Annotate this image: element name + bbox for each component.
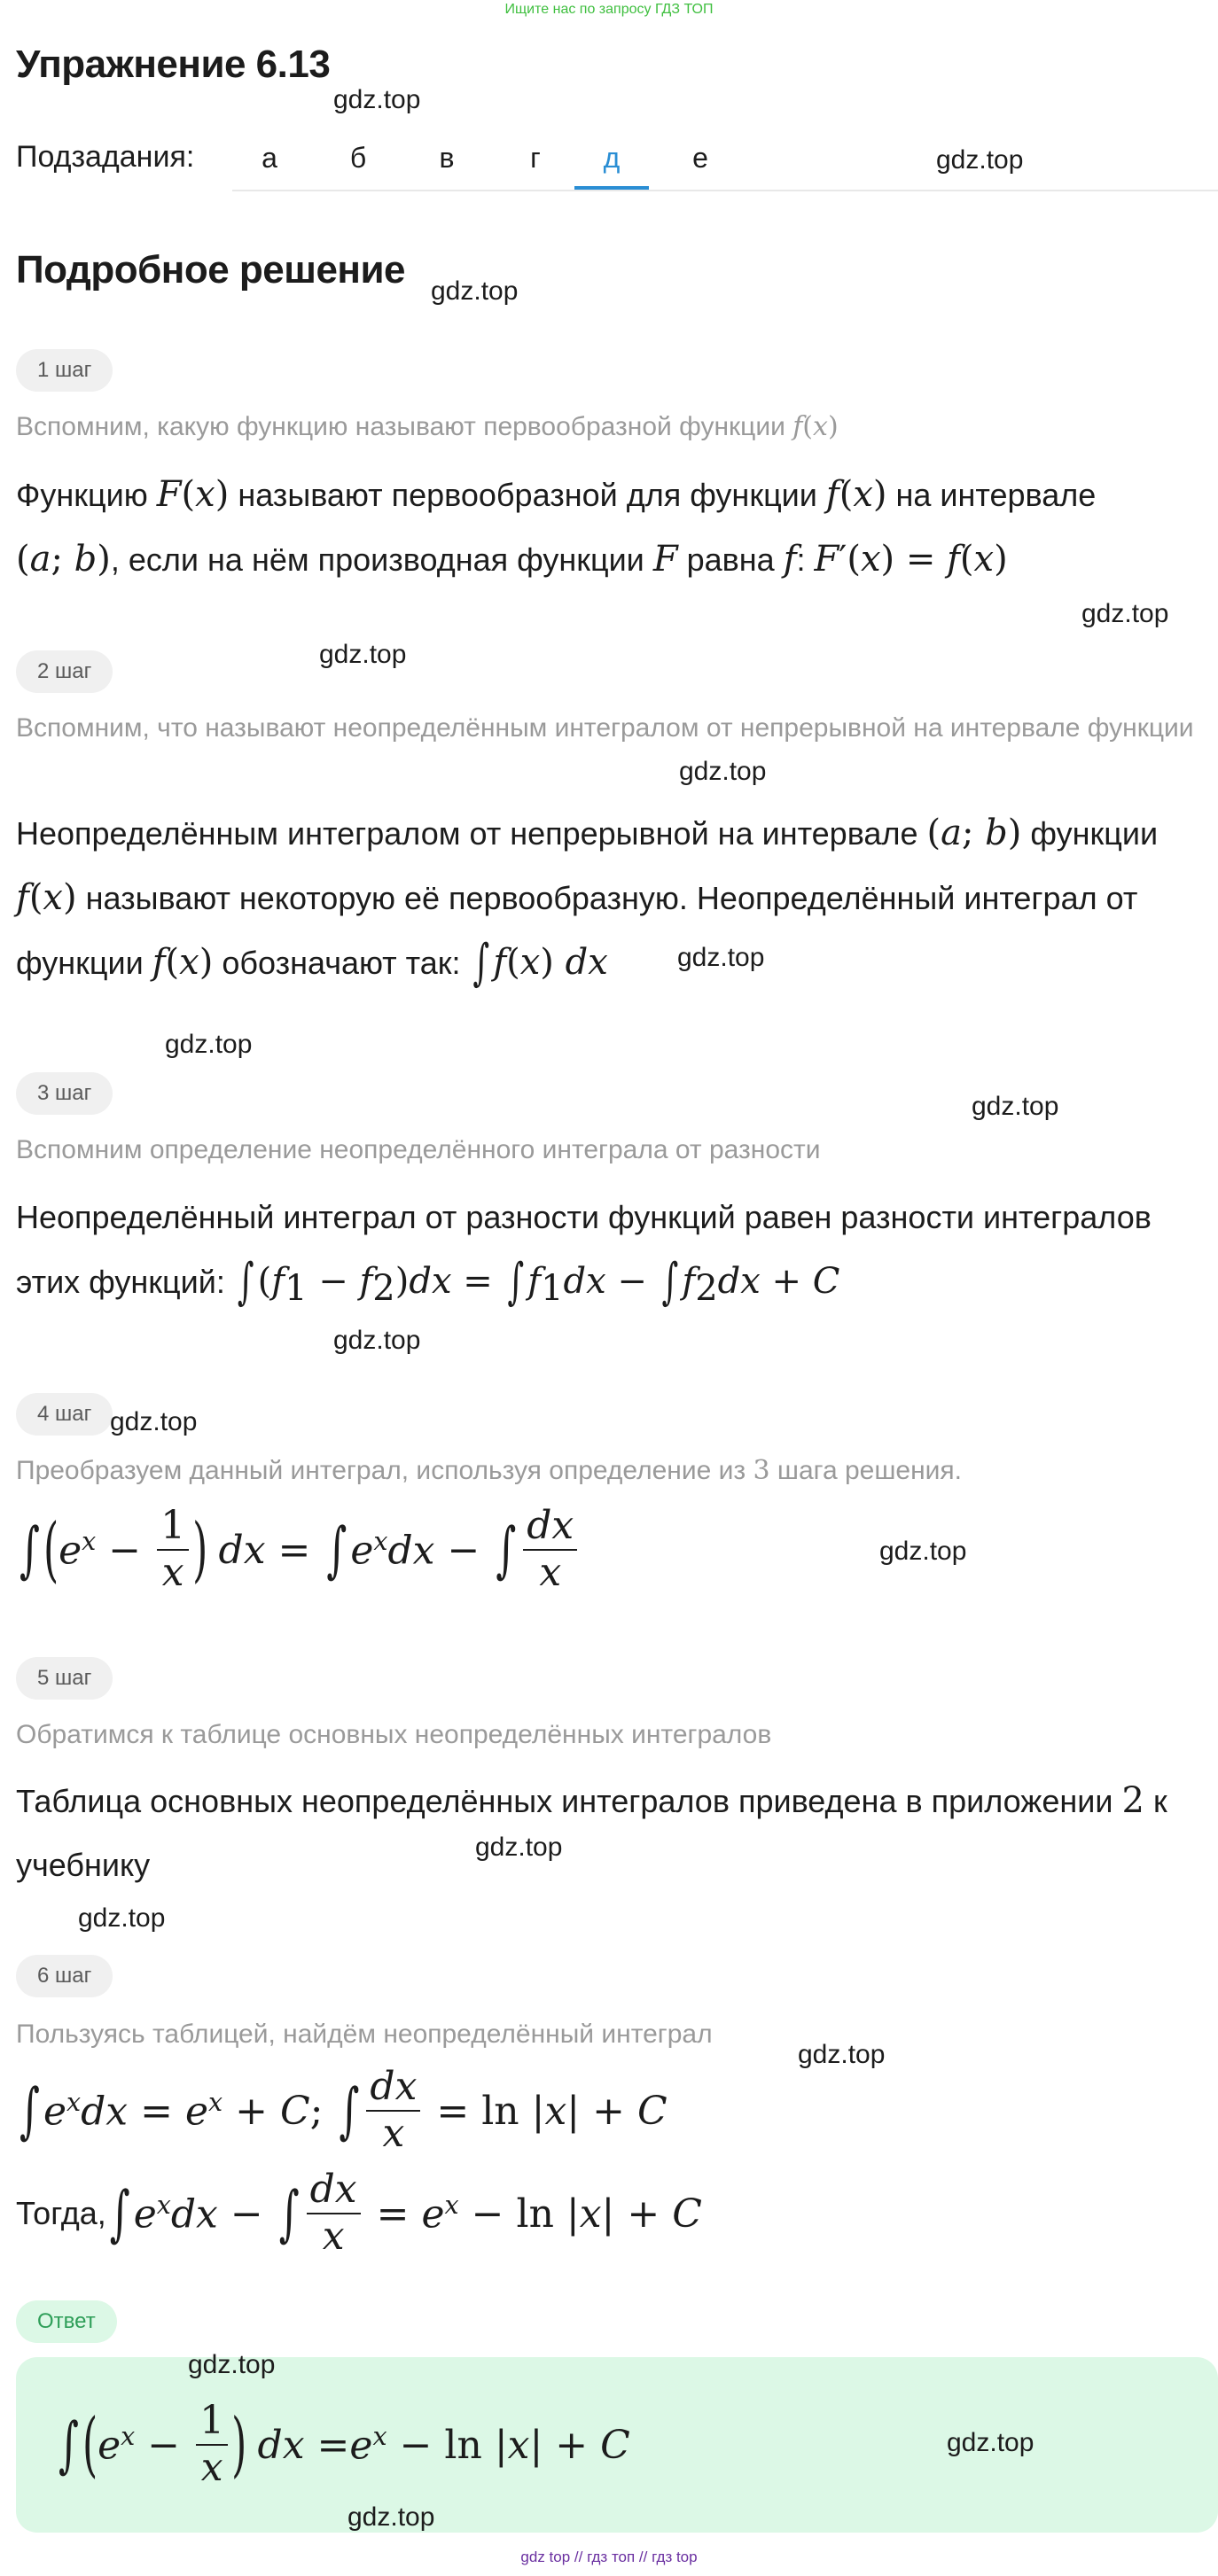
watermark: gdz.top (679, 757, 767, 786)
watermark: gdz.top (972, 1092, 1059, 1121)
watermark: gdz.top (333, 1326, 421, 1355)
watermark: gdz.top (798, 2040, 886, 2069)
step-badge: 3 шаг (16, 1072, 113, 1115)
watermark: gdz.top (78, 1903, 166, 1933)
tab-d[interactable]: д (574, 136, 649, 190)
page-title: Упражнение 6.13 (16, 43, 331, 86)
tab-a[interactable]: а (262, 142, 277, 174)
tab-v[interactable]: в (439, 142, 455, 174)
step-hint: Пользуясь таблицей, найдём неопределённый интеграл (16, 2020, 713, 2049)
step-hint: Обратимся к таблице основных неопределённых интегралов (16, 1720, 772, 1749)
step-body: Функцию F(x) называют первообразной для функции f(x) на интервале (a; b), если на нём производная функции F равна f: F′(x) = f(x) (16, 474, 1097, 580)
watermark: gdz.top (319, 640, 407, 669)
section-title: Подробное решение (16, 248, 406, 292)
watermark: gdz.top (1081, 599, 1169, 628)
step-formula-then: Тогда, ∫ $e^xdx$ − ∫ $\frac{dx}{x}$ = $e^x$ − ln | x | + C (16, 2167, 702, 2259)
step-badge: 2 шаг (16, 650, 113, 693)
watermark: gdz.top (947, 2428, 1035, 2457)
step-formula: ∫ $e^xdx$ = $e^x$ + C ; ∫ $\frac{dx}{x}$ = ln | x | + C (20, 2064, 668, 2156)
step-body: Неопределённым интегралом от непрерывной на интервале (a; b) функции f(x) называют некоторую её первообразную. Неопределённый интеграл от функции f(x) обозначают так: ∫ f(x) dx (16, 813, 1159, 992)
step-badge: 5 шаг (16, 1657, 113, 1700)
subtasks-label: Подзадания: (16, 140, 195, 174)
tab-e[interactable]: е (692, 142, 708, 174)
watermark: gdz.top (333, 85, 421, 114)
watermark: gdz.top (879, 1537, 967, 1566)
step-badge: 4 шаг (16, 1393, 113, 1436)
step-badge: 6 шаг (16, 1955, 113, 1997)
watermark: gdz.top (475, 1833, 563, 1862)
step-hint: Вспомним определение неопределённого интеграла от разности (16, 1135, 821, 1164)
watermark: gdz.top (347, 2502, 435, 2532)
step-badge: 1 шаг (16, 349, 113, 392)
step-hint: Преобразуем данный интеграл, используя определение из 3 шага решения. (16, 1455, 963, 1486)
watermark: gdz.top (677, 943, 765, 972)
step-hint: Вспомним, что называют неопределённым интегралом от непрерывной на интервале функции (16, 713, 1194, 743)
tab-g[interactable]: г (530, 142, 541, 174)
watermark: gdz.top (188, 2350, 276, 2379)
top-banner: Ищите нас по запросу ГДЗ ТОП (504, 2, 714, 17)
watermark: gdz.top (165, 1030, 253, 1059)
step-body: Неопределённый интеграл от разности функций равен разности интегралов этих функций: ∫ $(f_1 - f_2)dx$ = ∫ $f_1dx$ − ∫ $f_2dx + C$ (16, 1199, 1152, 1311)
step-formula: ∫ ( $e^x$ − $\frac{1}{x}$ ) dx = ∫ $e^xdx$ − ∫ $\frac{dx}{x}$ (16, 1501, 581, 1599)
answer-formula: ∫ ( $e^x$ − $\frac{1}{x}$ ) dx = $e^x$ − ln | x | + C (59, 2398, 630, 2490)
answer-badge: Ответ (16, 2300, 117, 2343)
watermark: gdz.top (936, 145, 1024, 175)
step-hint: Вспомним, какую функцию называют первообразной функции f(x) (16, 411, 839, 442)
watermark: gdz.top (110, 1407, 198, 1436)
tab-b[interactable]: б (349, 142, 367, 174)
watermark: gdz.top (431, 276, 519, 306)
subtask-tabs (232, 133, 1218, 191)
footer: gdz top // гдз топ // гдз top (520, 2549, 698, 2565)
step-body: Таблица основных неопределённых интегралов приведена в приложении 2 к учебнику (16, 1780, 1167, 1883)
